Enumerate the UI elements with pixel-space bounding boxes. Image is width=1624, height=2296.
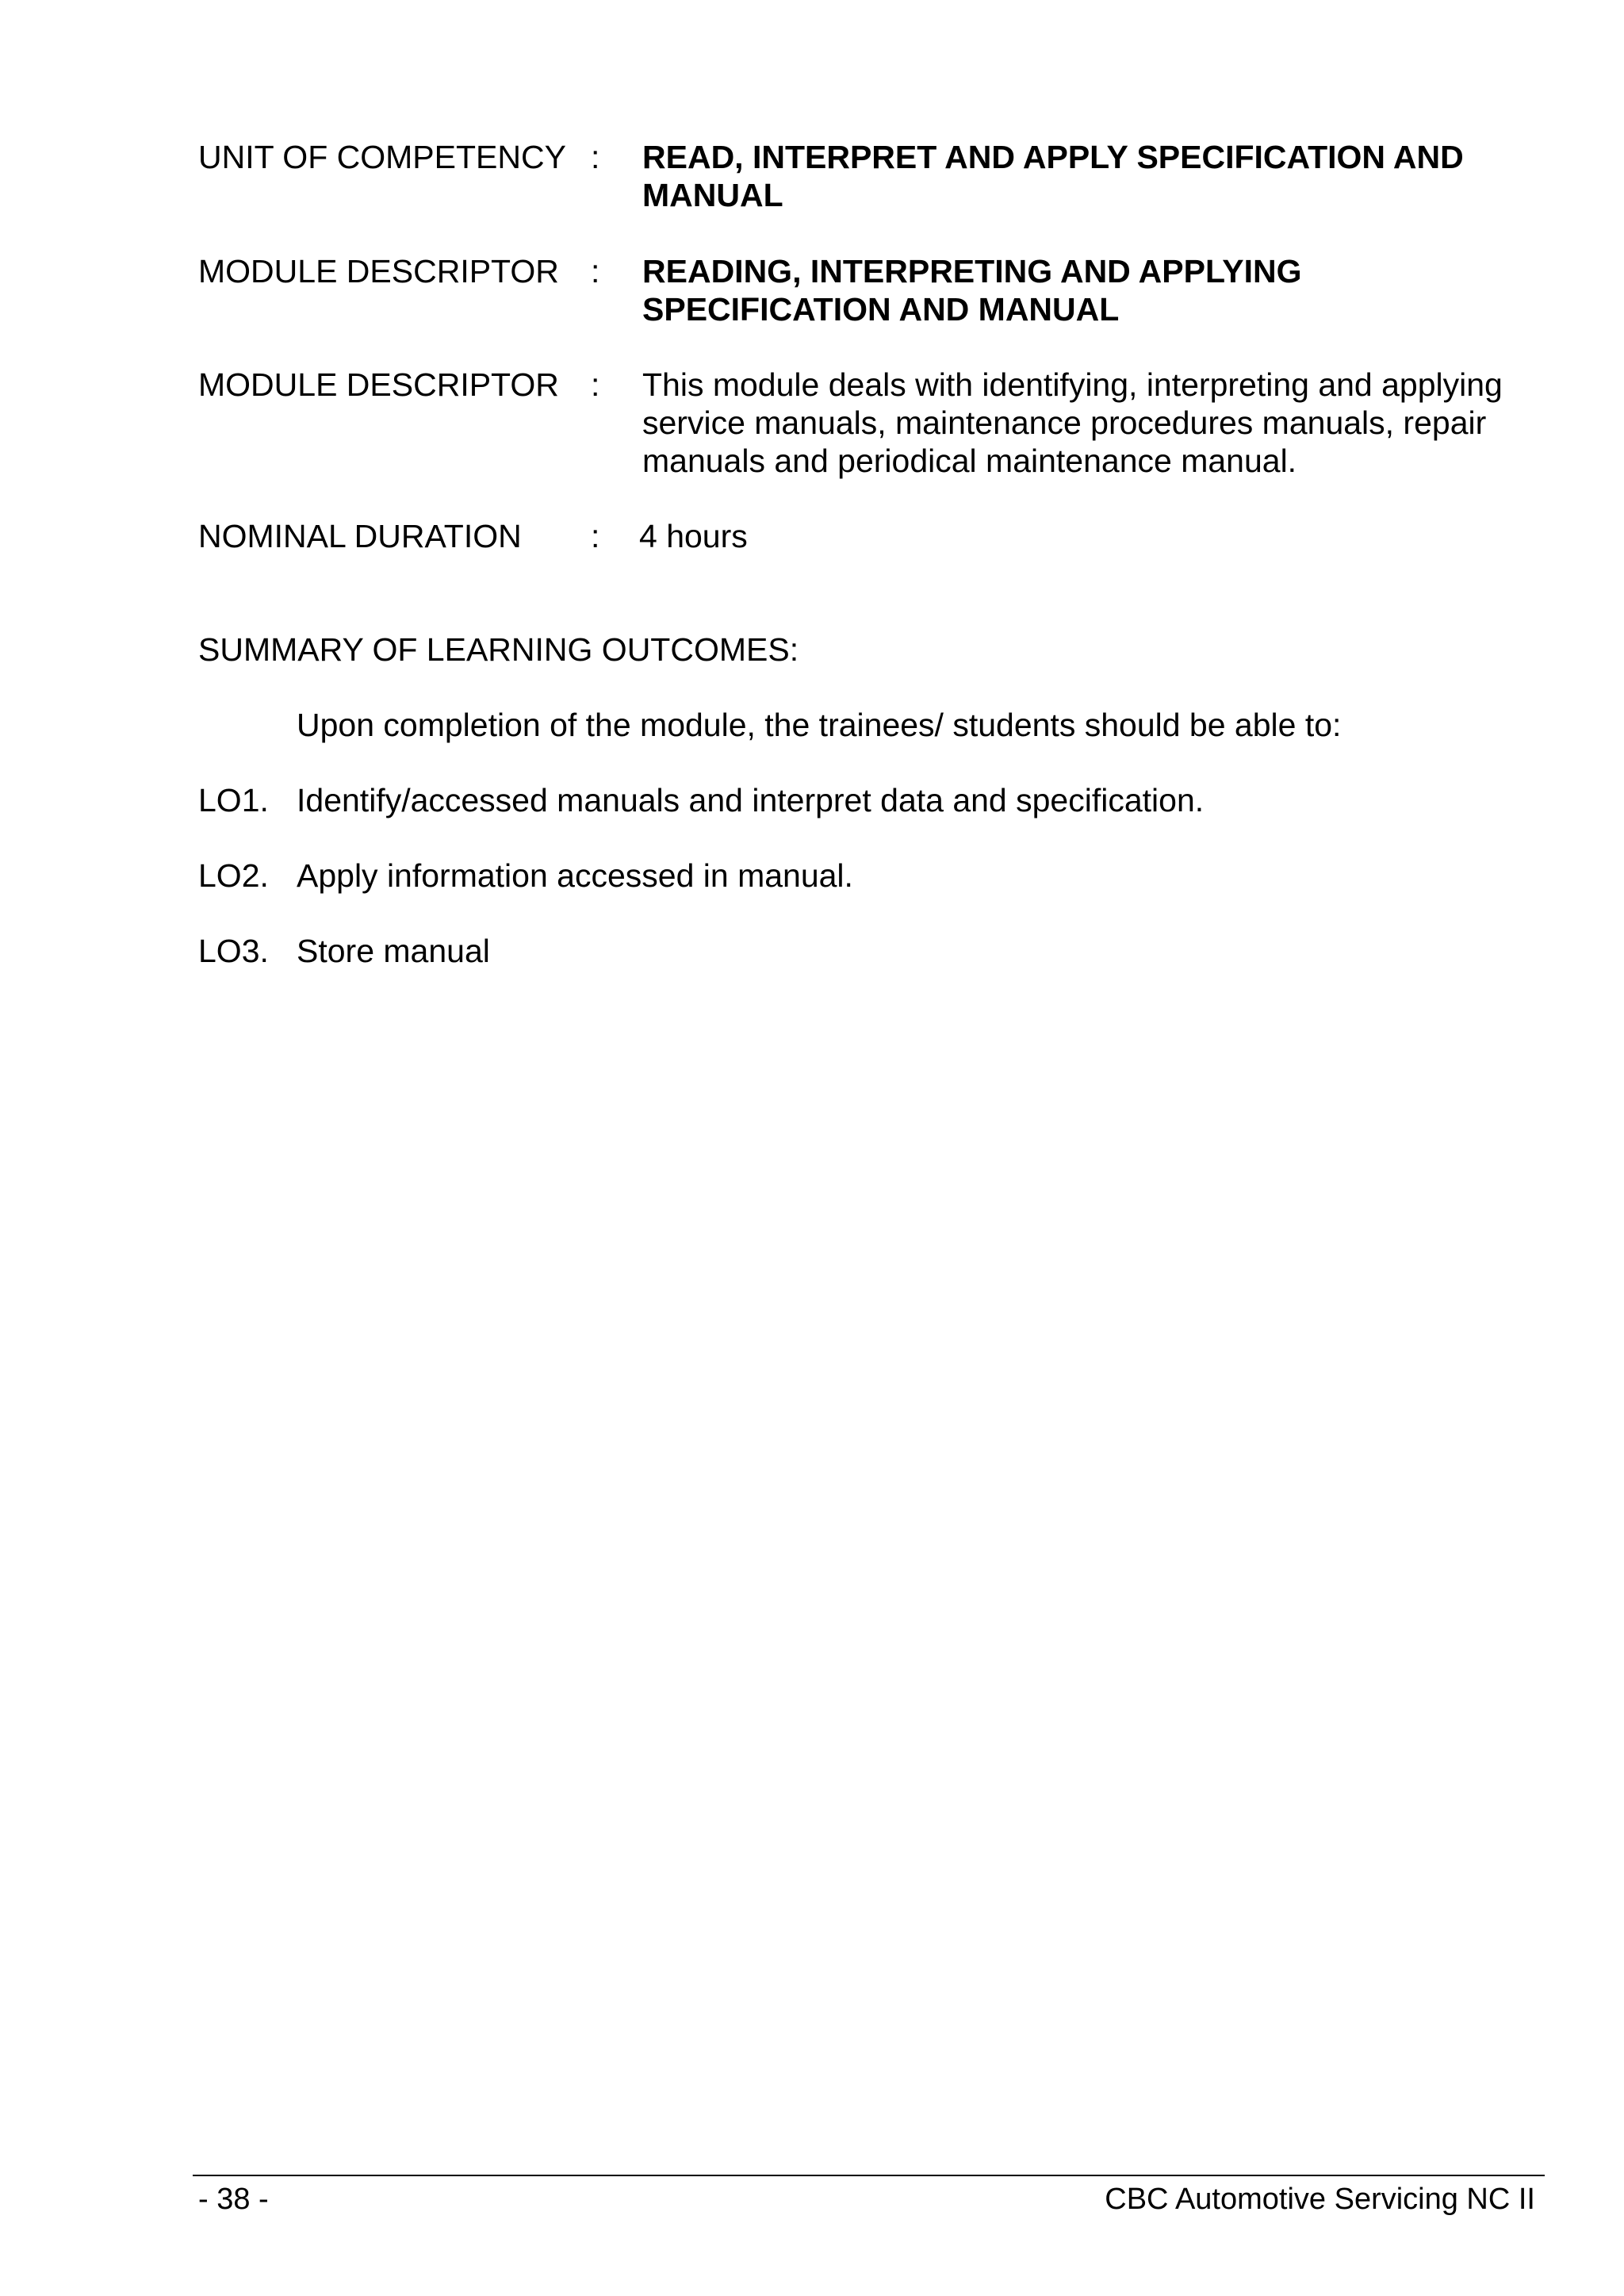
module-descriptor-value: This module deals with identifying, interpreting and applying service manuals, maintenance procedures manuals, repair manuals and periodical maintenance manual. [642, 366, 1503, 479]
footer-document-title: CBC Automotive Servicing NC II [1105, 2183, 1535, 2216]
module-title-label: MODULE DESCRIPTOR [198, 253, 559, 289]
field-separator: : [591, 139, 600, 175]
footer-divider [193, 2175, 1545, 2176]
unit-of-competency-value: READ, INTERPRET AND APPLY SPECIFICATION AND MANUAL [642, 139, 1464, 213]
learning-outcome-text: Apply information accessed in manual. [297, 857, 853, 894]
field-separator: : [591, 366, 600, 403]
module-title-value: READING, INTERPRETING AND APPLYING SPECIFICATION AND MANUAL [642, 253, 1302, 328]
module-descriptor-label: MODULE DESCRIPTOR [198, 366, 559, 403]
nominal-duration-value: 4 hours [639, 518, 748, 554]
field-separator: : [591, 518, 600, 554]
learning-outcome-code: LO2. [198, 857, 269, 894]
summary-heading: SUMMARY OF LEARNING OUTCOMES: [198, 631, 799, 668]
learning-outcome-text: Identify/accessed manuals and interpret data and specification. [297, 782, 1205, 818]
page-number: - 38 - [198, 2183, 269, 2216]
learning-outcome-text: Store manual [297, 933, 490, 969]
unit-of-competency-label: UNIT OF COMPETENCY [198, 139, 566, 175]
field-separator: : [591, 253, 600, 289]
summary-intro: Upon completion of the module, the trainees/ students should be able to: [297, 707, 1342, 743]
learning-outcome-code: LO3. [198, 933, 269, 969]
learning-outcome-code: LO1. [198, 782, 269, 818]
nominal-duration-label: NOMINAL DURATION [198, 518, 522, 554]
